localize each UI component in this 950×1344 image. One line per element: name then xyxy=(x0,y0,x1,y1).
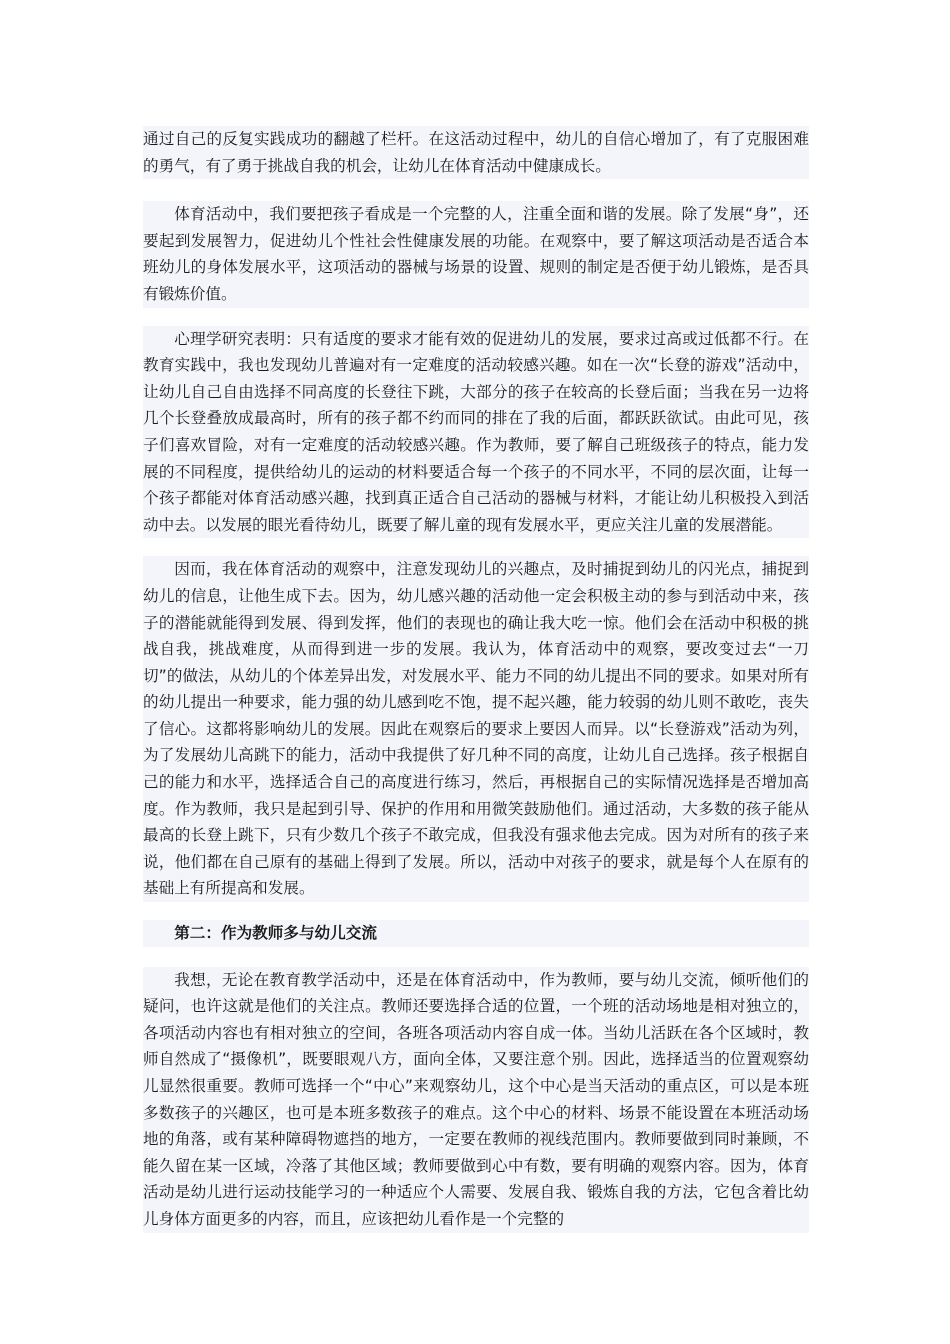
section-heading: 第二：作为教师多与幼儿交流 xyxy=(143,920,809,947)
paragraph-observation-interest: 因而，我在体育活动的观察中，注意发现幼儿的兴趣点，及时捕捉到幼儿的闪光点，捕捉到幼儿的信息，让他生成下去。因为，幼儿感兴趣的活动他一定会积极主动的参与到活动中来，孩子的潜能就能得到发展、得到发挥，他们的表现也的确让我大吃一惊。他们会在活动中积极的挑战自我，挑战难度，从而得到进一步的发展。我认为，体育活动中的观察，要改变过去“一刀切”的做法，从幼儿的个体差异出发，对发展水平、能力不同的幼儿提出不同的要求。如果对所有的幼儿提出一种要求，能力强的幼儿感到吃不饱，提不起兴趣，能力较弱的幼儿则不敢吃，丧失了信心。这都将影响幼儿的发展。因此在观察后的要求上要因人而异。以“长登游戏”活动为列，为了发展幼儿高跳下的能力，活动中我提供了好几种不同的高度，让幼儿自己选择。孩子根据自己的能力和水平，选择适合自己的高度进行练习，然后，再根据自己的实际情况选择是否增加高度。作为教师，我只是起到引导、保护的作用和用微笑鼓励他们。通过活动，大多数的孩子能从最高的长登上跳下，只有少数几个孩子不敢完成，但我没有强求他去完成。因为对所有的孩子来说，他们都在自己原有的基础上得到了发展。所以，活动中对孩子的要求，就是每个人在原有的基础上有所提高和发展。 xyxy=(143,556,809,902)
paragraph-holistic-development: 体育活动中，我们要把孩子看成是一个完整的人，注重全面和谐的发展。除了发展“身”，还要起到发展智力，促进幼儿个性社会性健康发展的功能。在观察中，要了解这项活动是否适合本班幼儿的身体发展水平，这项活动的器械与场景的设置、规则的制定是否便于幼儿锻炼，是否具有锻炼价值。 xyxy=(143,201,809,307)
document-body xyxy=(143,126,809,1251)
paragraph-teacher-communication: 我想，无论在教育教学活动中，还是在体育活动中，作为教师，要与幼儿交流，倾听他们的疑问，也许这就是他们的关注点。教师还要选择合适的位置，一个班的活动场地是相对独立的，各项活动内容也有相对独立的空间，各班各项活动内容自成一体。当幼儿活跃在各个区域时，教师自然成了“摄像机”，既要眼观八方，面向全体，又要注意个别。因此，选择适当的位置观察幼儿显然很重要。教师可选择一个“中心”来观察幼儿，这个中心是当天活动的重点区，可以是本班多数孩子的兴趣区，也可是本班多数孩子的难点。这个中心的材料、场景不能设置在本班活动场地的角落，或有某种障碍物遮挡的地方，一定要在教师的视线范围内。教师要做到同时兼顾，不能久留在某一区域，冷落了其他区域；教师要做到心中有数，要有明确的观察内容。因为，体育活动是幼儿进行运动技能学习的一种适应个人需要、发展自我、锻炼自我的方法，它包含着比幼儿身体方面更多的内容，而且，应该把幼儿看作是一个完整的 xyxy=(143,967,809,1233)
paragraph-continuation: 通过自己的反复实践成功的翻越了栏杆。在这活动过程中，幼儿的自信心增加了，有了克服困难的勇气，有了勇于挑战自我的机会，让幼儿在体育活动中健康成长。 xyxy=(143,126,809,179)
paragraph-psychology-research: 心理学研究表明：只有适度的要求才能有效的促进幼儿的发展，要求过高或过低都不行。在教育实践中，我也发现幼儿普遍对有一定难度的活动较感兴趣。如在一次“长登的游戏”活动中，让幼儿自己自由选择不同高度的长登往下跳，大部分的孩子在较高的长登后面；当我在另一边将几个长登叠放成最高时，所有的孩子都不约而同的排在了我的后面，都跃跃欲试。由此可见，孩子们喜欢冒险，对有一定难度的活动较感兴趣。作为教师，要了解自己班级孩子的特点，能力发展的不同程度，提供给幼儿的运动的材料要适合每一个孩子的不同水平，不同的层次面，让每一个孩子都能对体育活动感兴趣，找到真正适合自己活动的器械与材料，才能让幼儿积极投入到活动中去。以发展的眼光看待幼儿，既要了解儿童的现有发展水平，更应关注儿童的发展潜能。 xyxy=(143,326,809,539)
